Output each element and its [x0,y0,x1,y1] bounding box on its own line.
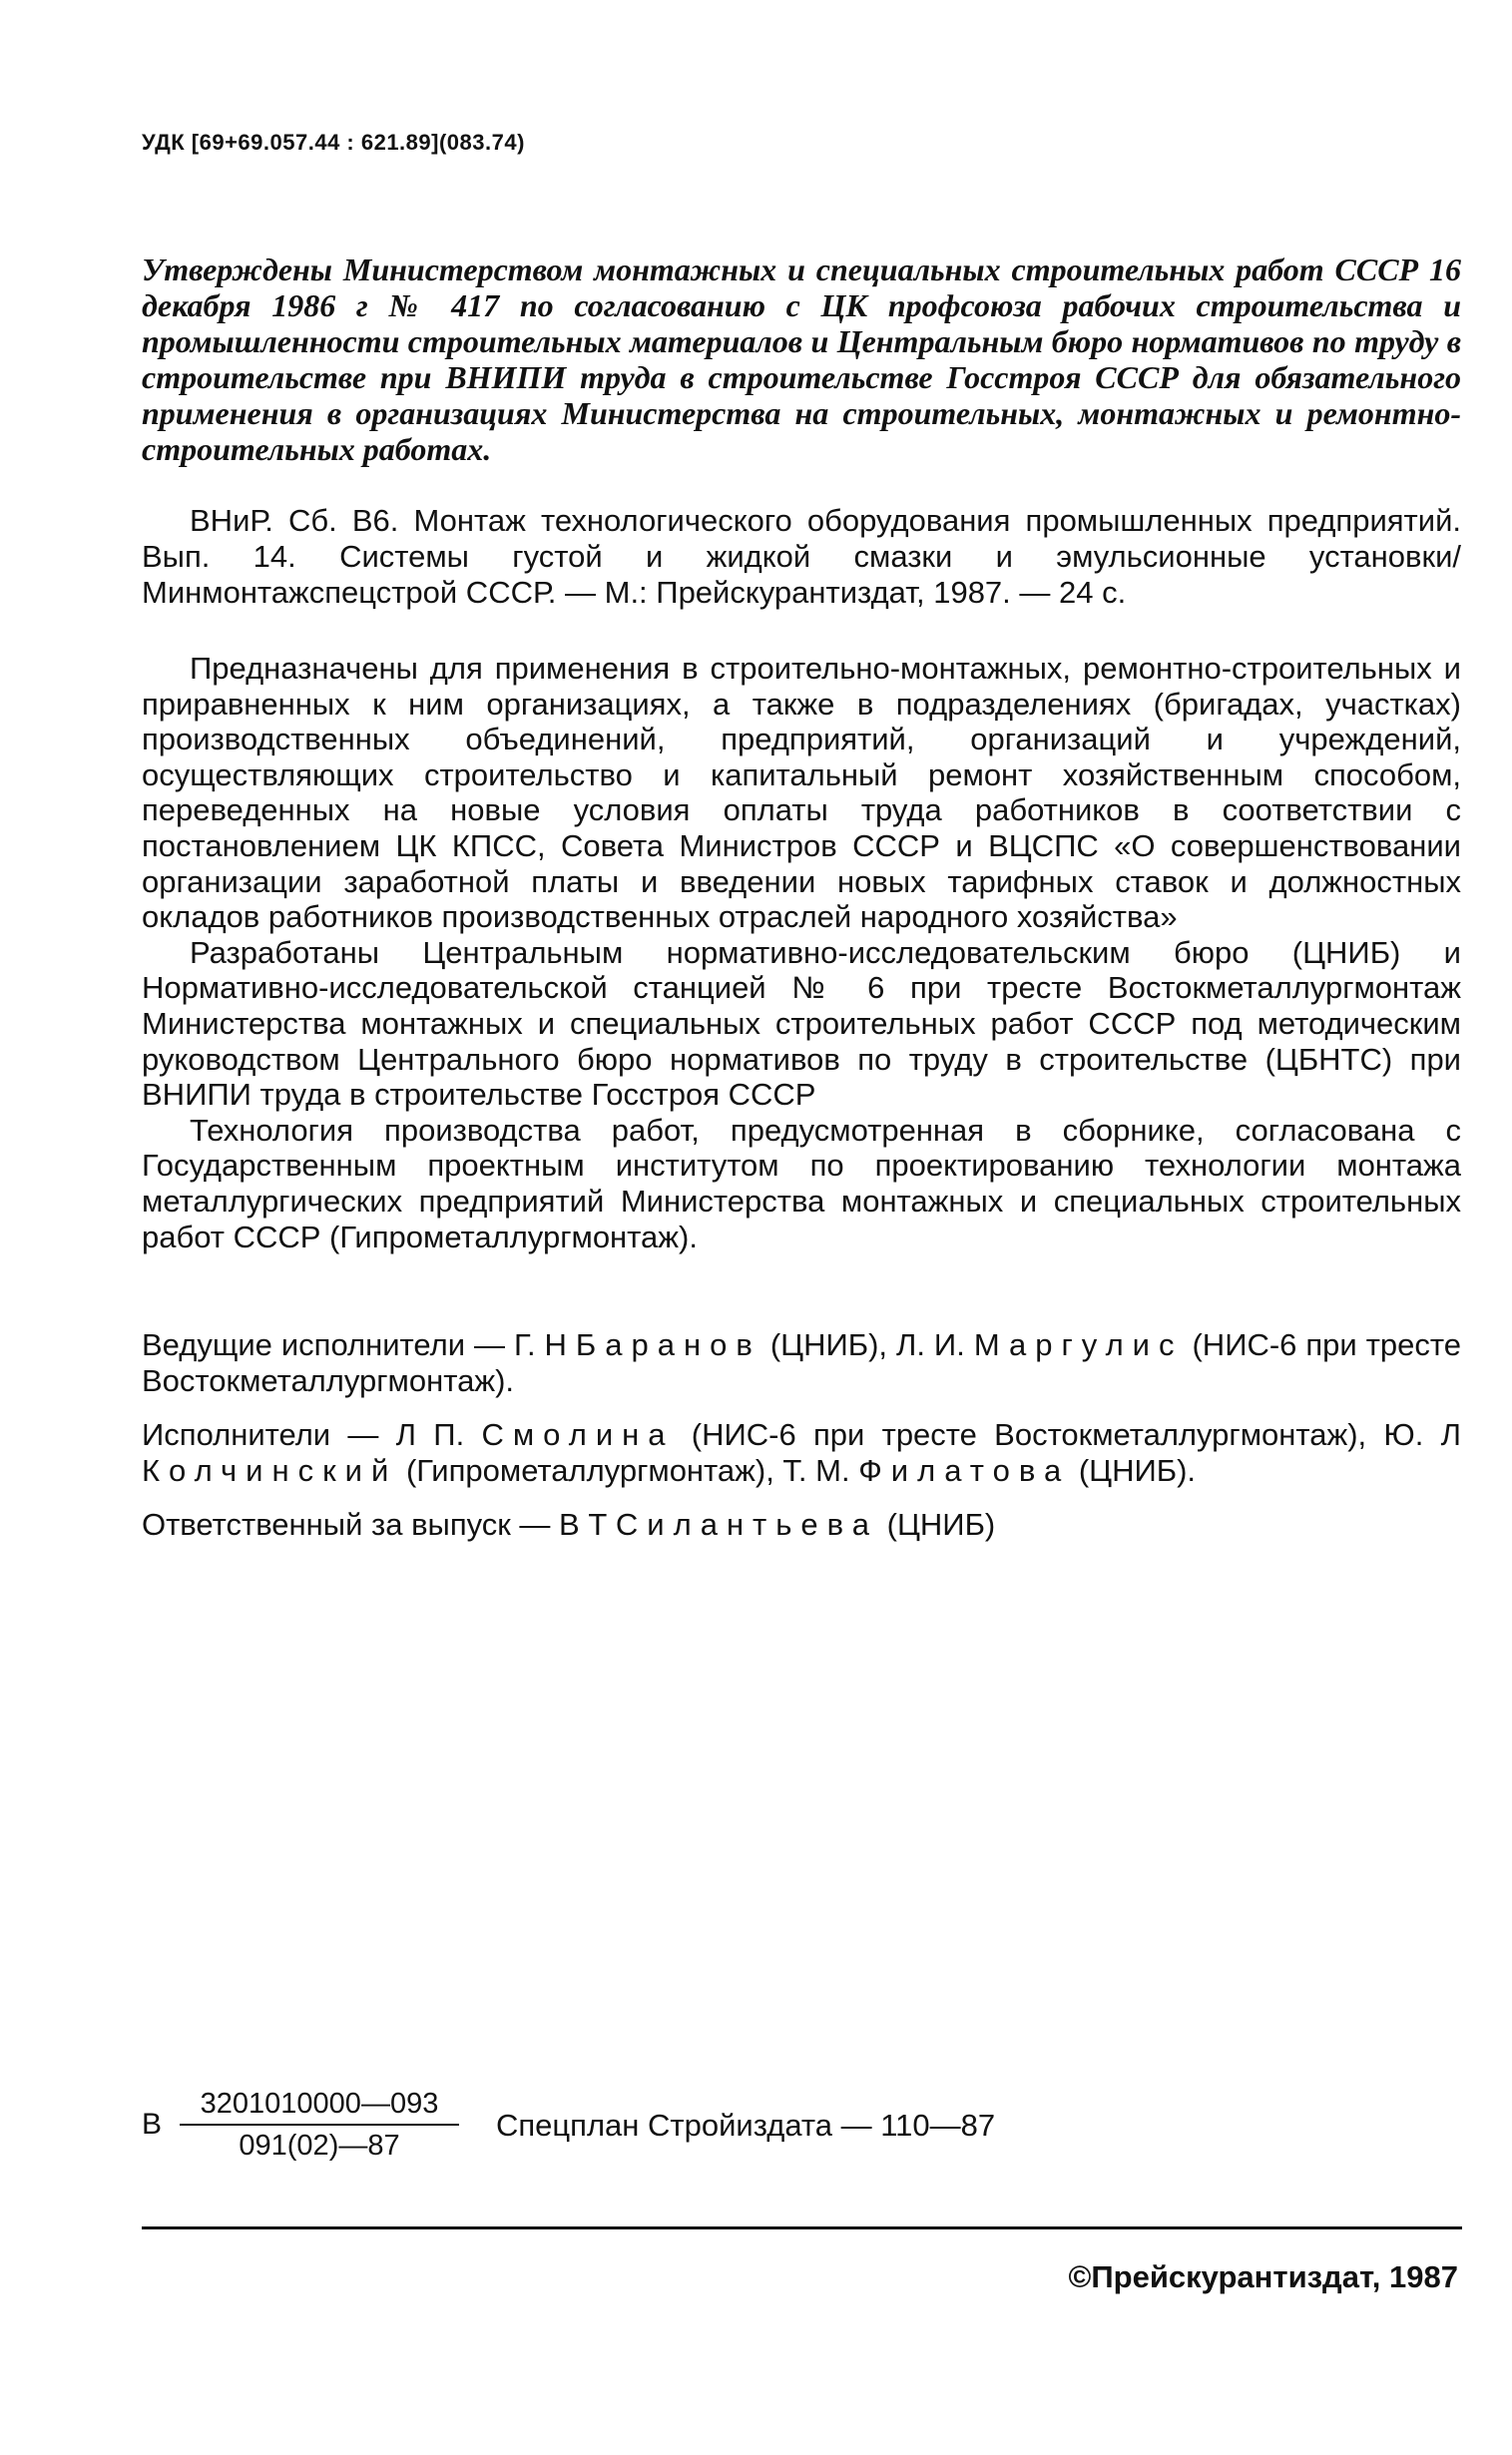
performers-tail: (ЦНИБ). [1078,1453,1197,1488]
performers-mid-2: (Гипрометаллургмонтаж), Т. М. [405,1453,850,1488]
responsible-editor [142,1507,1461,1543]
technology-paragraph: Технология производства работ, предусмотренная в сборнике, согласована с Государственным проектным институтом по проектированию технологии монтажа металлургических предприятий Министерства монтажных и специальных строительных работ СССР (Гипрометаллургмонтаж). [142,1112,1461,1254]
performers [142,1417,1461,1489]
developers-paragraph: Разработаны Центральным нормативно-исследовательским бюро (ЦНИБ) и Нормативно-исследовательской станцией № 6 при тресте Востокметаллургмонтаж Министерства монтажных и специальных строительных работ СССР под методическим руководством Центрального бюро нормативов по труду в строительстве (ЦБНТС) при ВНИПИ труда в строительстве Госстроя СССР [142,934,1461,1113]
lead-label: Ведущие исполнители — Г. Н [142,1327,567,1362]
approval-statement: Утверждены Министерством монтажных и специальных строительных работ СССР 16 декабря 1986 г № 417 по согласованию с ЦК профсоюза рабочих строительства и промышленности строительных материалов и Центральным бюро нормативов по труду в строительстве при ВНИПИ труда в строительстве Госстроя СССР для обязательного применения в организациях Министерства на строительных, монтажных и ремонтно-строительных работах. [142,251,1461,467]
performers-mid-1: (НИС-6 при тресте Востокметаллургмонтаж), Ю. Л [691,1417,1461,1452]
bibliographic-record: ВНиР. Сб. В6. Монтаж технологического оборудования промышленных предприятий. Вып. 14. Системы густой и жидкой смазки и эмульсионные установки/Минмонтажспецстрой СССР. — М.: Прейскурантиздат, 1987. — 24 с. [142,503,1461,610]
responsible-name: Силантьева [615,1507,879,1542]
intro-section [142,651,1461,1254]
imprint-numerator: 3201010000—093 [180,2086,459,2126]
performers-label: Исполнители — Л П. [142,1417,465,1452]
copyright-notice: ©Прейскурантиздат, 1987 [1068,2259,1458,2294]
responsible-label: Ответственный за выпуск — В Т [142,1507,608,1542]
lead-performers [142,1327,1461,1399]
credits-section [142,1327,1461,1561]
performer-name-3: Филатова [858,1453,1071,1488]
imprint-fraction [180,2086,459,2164]
imprint-letter: В [142,2108,163,2141]
lead-name-1: Баранов [575,1327,761,1362]
divider-line [142,2226,1462,2229]
performer-name-2: Колчинский [142,1453,398,1488]
lead-name-2: Маргулис [973,1327,1184,1362]
lead-tail: (НИС-6 при тресте Востокметаллургмонтаж). [142,1327,1461,1398]
lead-mid: (ЦНИБ), Л. И. [769,1327,965,1362]
performer-name-1: Смолина [481,1417,675,1452]
imprint-denominator: 091(02)—87 [239,2130,400,2162]
specplan-text: Спецплан Стройиздата — 110—87 [496,2108,996,2143]
imprint-code [142,2086,1240,2166]
udk-code: УДК [69+69.057.44 : 621.89](083.74) [142,130,525,155]
purpose-paragraph: Предназначены для применения в строительно-монтажных, ремонтно-строительных и приравненных к ним организациях, а также в подразделениях (бригадах, участках) производственных объединений, предприятий, организаций и учреждений, осуществляющих строительство и капитальный ремонт хозяйственным способом, переведенных на новые условия оплаты труда работников в соответствии с постановлением ЦК КПСС, Совета Министров СССР и ВЦСПС «О совершенствовании организации заработной платы и введении новых тарифных ставок и должностных окладов работников производственных отраслей народного хозяйства» [142,651,1461,935]
responsible-tail: (ЦНИБ) [886,1507,996,1542]
